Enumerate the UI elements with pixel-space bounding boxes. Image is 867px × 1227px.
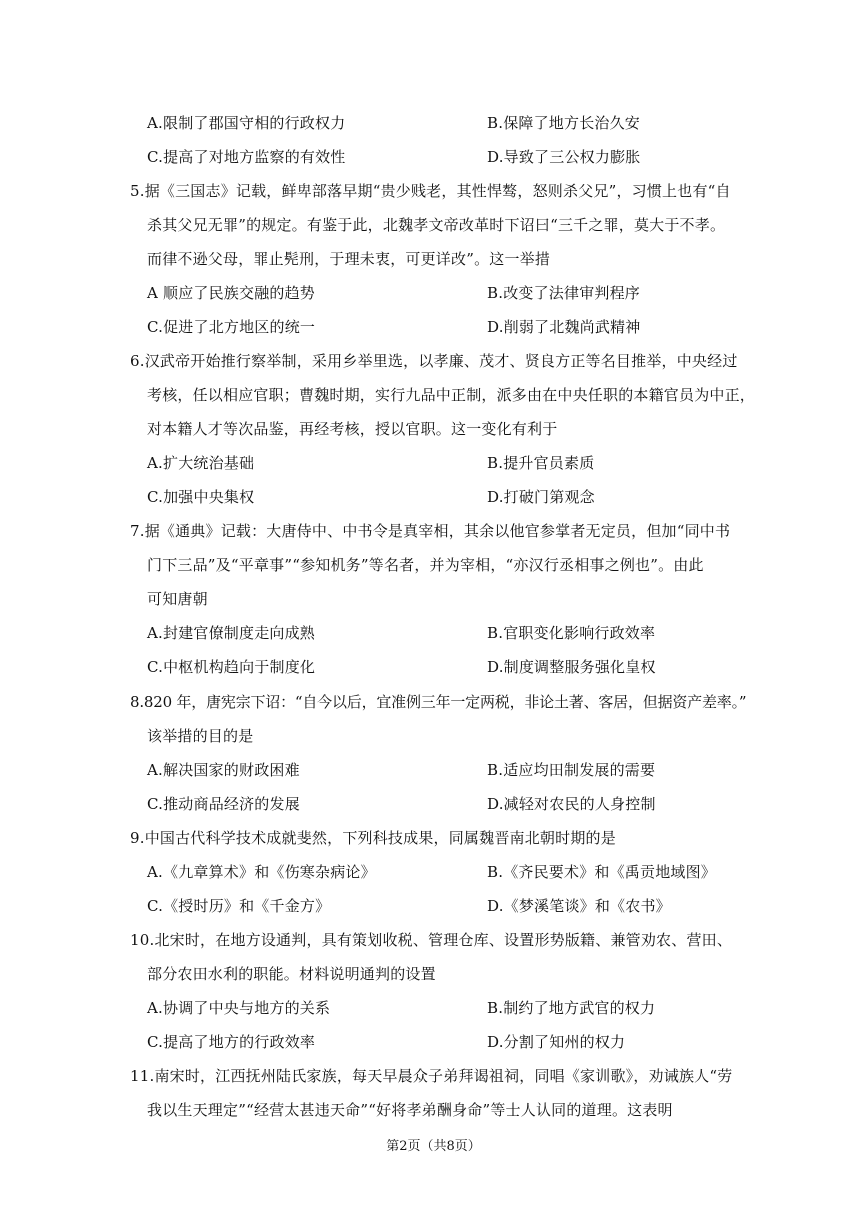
- q11-stem-line-1: 11.南宋时，江西抚州陆氏家族，每天早晨众子弟拜谒祖祠，同唱《家训歌》，劝诫族人“劳: [130, 1067, 733, 1085]
- q10-stem-line-1: 10.北宋时，在地方设通判，具有策划收税、管理仓库、设置形势版籍、兼管劝农、营田、: [130, 931, 733, 949]
- q8-stem-line-1: 8.820 年，唐宪宗下诏：“自今以后，宜准例三年一定两税，非论土著、客居，但据资产差率。”: [130, 693, 747, 711]
- q8-stem-line-2: 该举措的目的是: [147, 727, 254, 745]
- q9-option-b: B.《齐民要术》和《禹贡地域图》: [487, 863, 716, 881]
- q5-stem-line-3: 而律不逊父母，罪止髡刑，于理未衷，可更详改”。这一举措: [147, 250, 551, 268]
- q7-option-a: A.封建官僚制度走向成熟: [147, 624, 316, 642]
- q6-option-c: C.加强中央集权: [147, 488, 255, 506]
- q4-option-c: C.提高了对地方监察的有效性: [147, 148, 346, 166]
- q5-stem-line-2: 杀其父兄无罪”的规定。有鉴于此，北魏孝文帝改革时下诏曰“三千之罪，莫大于不孝。: [147, 216, 726, 234]
- q6-stem-line-2: 考核，任以相应官职；曹魏时期，实行九品中正制，派多由在中央任职的本籍官员为中正，: [147, 386, 756, 404]
- q9-option-a: A.《九章算术》和《伤寒杂病论》: [147, 863, 376, 881]
- q10-option-a: A.协调了中央与地方的关系: [147, 999, 331, 1017]
- q10-stem-line-2: 部分农田水利的职能。材料说明通判的设置: [147, 965, 436, 983]
- q5-option-c: C.促进了北方地区的统一: [147, 318, 316, 336]
- q4-option-a: A.限制了郡国守相的行政权力: [147, 114, 346, 132]
- q9-option-c: C.《授时历》和《千金方》: [147, 897, 331, 915]
- q6-stem-line-1: 6.汉武帝开始推行察举制，采用乡举里选，以孝廉、茂才、贤良方正等名目推举，中央经过: [130, 352, 738, 370]
- q6-stem-line-3: 对本籍人才等次品鉴，再经考核，授以官职。这一变化有利于: [147, 420, 558, 438]
- q11-stem-line-2: 我以生天理定”“经营太甚违天命”“好将孝弟酬身命”等士人认同的道理。这表明: [147, 1101, 673, 1119]
- q8-option-c: C.推动商品经济的发展: [147, 795, 300, 813]
- q8-option-a: A.解决国家的财政困难: [147, 761, 300, 779]
- q6-option-d: D.打破门第观念: [487, 488, 595, 506]
- q10-option-d: D.分割了知州的权力: [487, 1033, 626, 1051]
- q7-stem-line-1: 7.据《通典》记载：大唐侍中、中书令是真宰相，其余以他官参掌者无定员，但加“同中书: [130, 522, 731, 540]
- q10-option-b: B.制约了地方武官的权力: [487, 999, 656, 1017]
- q4-option-b: B.保障了地方长治久安: [487, 114, 640, 132]
- q7-stem-line-3: 可知唐朝: [147, 590, 208, 608]
- q7-option-c: C.中枢机构趋向于制度化: [147, 658, 316, 676]
- page-number-footer: 第2页（共8页）: [386, 1139, 481, 1154]
- q4-option-d: D.导致了三公权力膨胀: [487, 148, 641, 166]
- q6-option-b: B.提升官员素质: [487, 454, 595, 472]
- q7-option-b: B.官职变化影响行政效率: [487, 624, 656, 642]
- q5-option-a: A 顺应了民族交融的趋势: [147, 284, 316, 302]
- q6-option-a: A.扩大统治基础: [147, 454, 255, 472]
- q5-option-b: B.改变了法律审判程序: [487, 284, 640, 302]
- q8-option-b: B.适应均田制发展的需要: [487, 761, 656, 779]
- q9-stem-line-1: 9.中国古代科学技术成就斐然，下列科技成果，同属魏晋南北朝时期的是: [130, 829, 616, 847]
- q5-option-d: D.削弱了北魏尚武精神: [487, 318, 641, 336]
- q8-option-d: D.减轻对农民的人身控制: [487, 795, 656, 813]
- q10-option-c: C.提高了地方的行政效率: [147, 1033, 316, 1051]
- q7-stem-line-2: 门下三品”及“平章事”“参知机务”等名者，并为宰相，“亦汉行丞相事之例也”。由此: [147, 556, 704, 574]
- q9-option-d: D.《梦溪笔谈》和《农书》: [487, 897, 671, 915]
- q5-stem-line-1: 5.据《三国志》记载，鲜卑部落早期“贵少贱老，其性悍骜，怒则杀父兄”，习惯上也有“自: [130, 182, 731, 200]
- q7-option-d: D.制度调整服务强化皇权: [487, 658, 656, 676]
